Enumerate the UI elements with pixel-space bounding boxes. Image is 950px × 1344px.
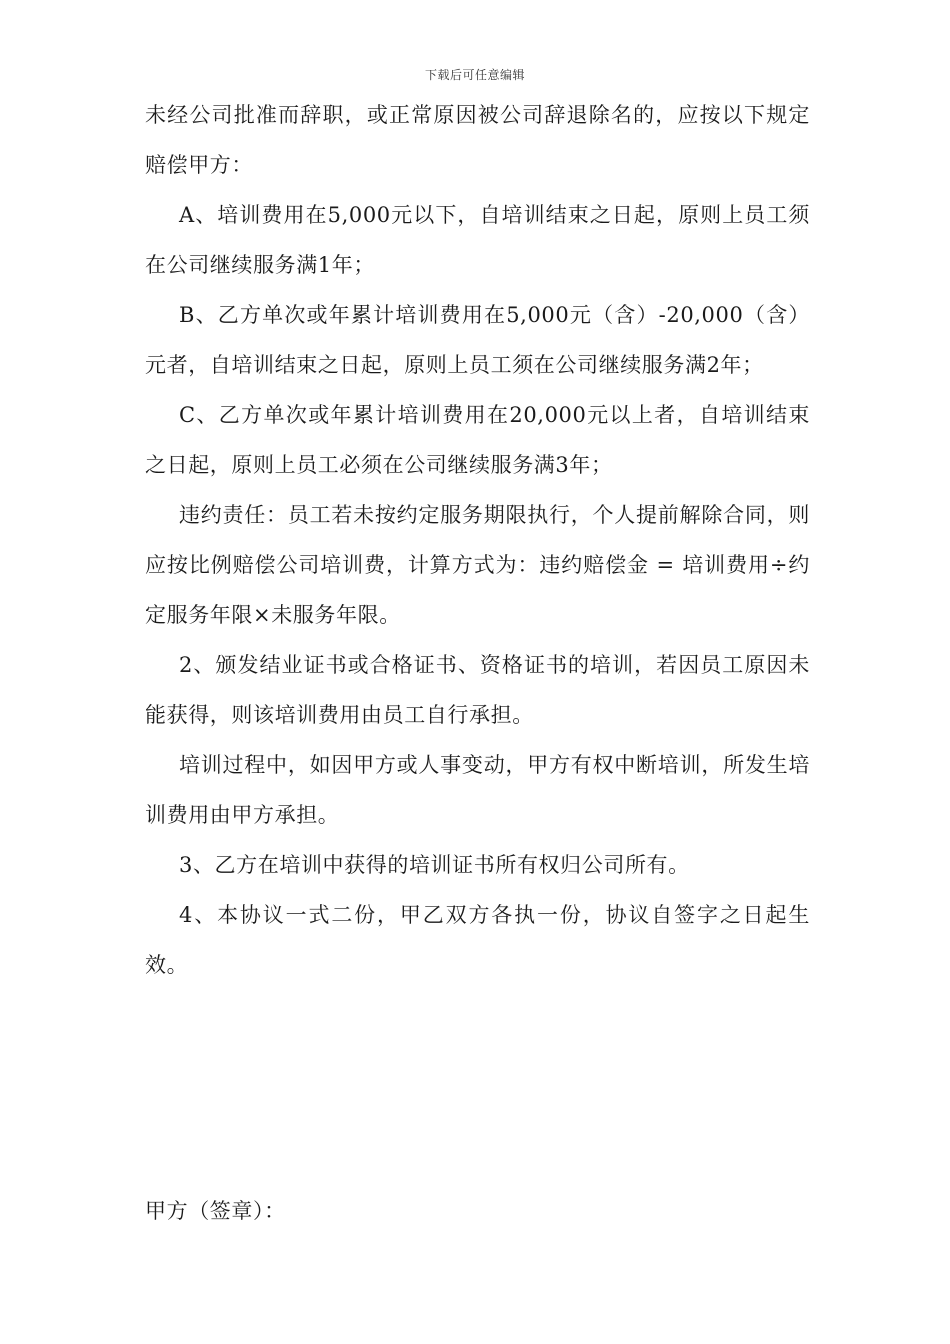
paragraph-intro: 未经公司批准而辞职，或正常原因被公司辞退除名的，应按以下规定赔偿甲方：: [145, 103, 810, 177]
paragraph-clause-b: B、乙方单次或年累计培训费用在5,000元（含）-20,000（含）元者，自培训结束之日起，原则上员工须在公司继续服务满2年；: [145, 303, 810, 377]
document-body: [145, 90, 810, 990]
paragraph-breach-liability: 违约责任：员工若未按约定服务期限执行，个人提前解除合同，则应按比例赔偿公司培训费，计算方式为：违约赔偿金 = 培训费用÷约定服务年限×未服务年限。: [145, 503, 810, 627]
paragraph-clause-3: 3、乙方在培训中获得的培训证书所有权归公司所有。: [179, 853, 690, 877]
signature-label-party-a: 甲方（签章）：: [145, 1199, 286, 1223]
header-note: 下载后可任意编辑: [424, 68, 525, 82]
paragraph-clause-c: C、乙方单次或年累计培训费用在20,000元以上者，自培训结束之日起，原则上员工必须在公司继续服务满3年；: [145, 403, 810, 477]
paragraph-clause-2: 2、颁发结业证书或合格证书、资格证书的培训，若因员工原因未能获得，则该培训费用由员工自行承担。: [145, 653, 810, 727]
paragraph-clause-4: 4、本协议一式二份，甲乙双方各执一份，协议自签字之日起生效。: [145, 903, 810, 977]
paragraph-clause-a: A、培训费用在5,000元以下，自培训结束之日起，原则上员工须在公司继续服务满1年；: [145, 203, 810, 277]
paragraph-training-interruption: 培训过程中，如因甲方或人事变动，甲方有权中断培训，所发生培训费用由甲方承担。: [145, 753, 810, 827]
